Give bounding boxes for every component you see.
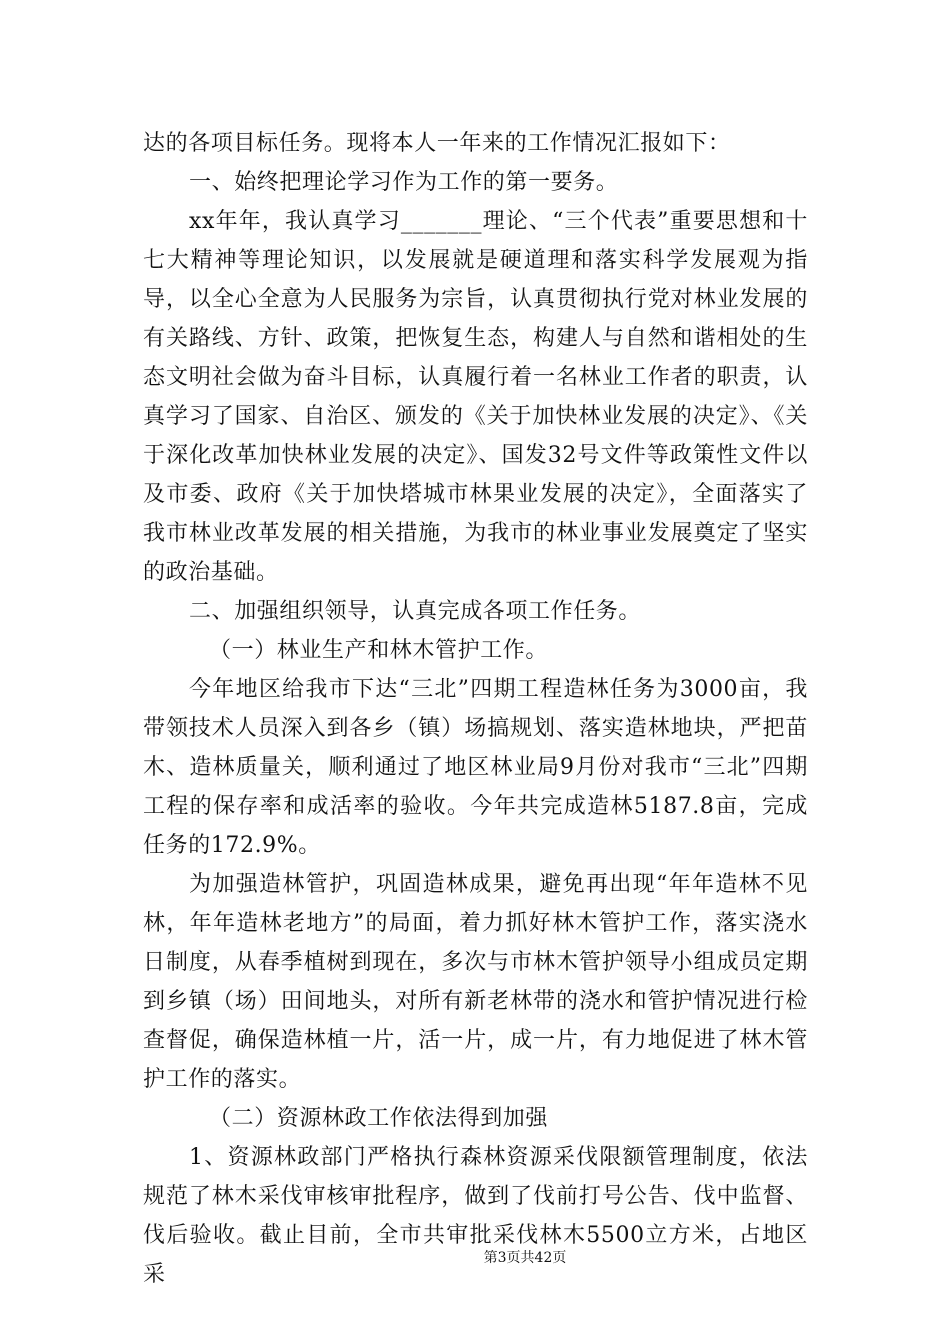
paragraph-continuation: 达的各项目标任务。现将本人一年来的工作情况汇报如下： [143,131,731,156]
paragraph-afforestation: 今年地区给我市下达“三北”四期工程造林任务为3000亩，我带领技术人员深入到各乡（镇）场搞规划、落实造林地块，严把苗木、造林质量关，顺利通过了地区林业局9月份对我市“三北”四期工程的保存率和成活率的验收。今年共完成造林5187.8亩，完成任务的172.9%。 [143,677,808,858]
subsection-heading-1: （一）林业生产和林木管护工作。 [209,638,549,663]
section-heading-2: 二、加强组织领导，认真完成各项工作任务。 [189,599,642,624]
subsection-heading-2: （二）资源林政工作依法得到加强 [209,1106,549,1131]
paragraph-resource-administration: 1、资源林政部门严格执行森林资源采伐限额管理制度，依法规范了林木采伐审核审批程序，做到了伐前打号公告、伐中监督、伐后验收。截止目前，全市共审批采伐林木5500立方米，占地区采 [143,1145,808,1287]
page-number-footer: 第3页共42页 [483,1250,567,1266]
section-heading-1: 一、始终把理论学习作为工作的第一要务。 [189,170,619,195]
paragraph-theory-study: xx年年，我认真学习_______理论、“三个代表”重要思想和十七大精神等理论知识，以发展就是硬道理和落实科学发展观为指导，以全心全意为人民服务为宗旨，认真贯彻执行党对林业发展的有关路线、方针、政策，把恢复生态，构建人与自然和谐相处的生态文明社会做为奋斗目标，认真履行着一名林业工作者的职责，认真学习了国家、自治区、颁发的《关于加快林业发展的决定》、《关于深化改革加快林业发展的决定》、国发32号文件等政策性文件以及市委、政府《关于加快塔城市林果业发展的决定》，全面落实了我市林业改革发展的相关措施，为我市的林业事业发展奠定了坚实的政治基础。 [143,209,808,585]
paragraph-forest-management: 为加强造林管护，巩固造林成果，避免再出现“年年造林不见林，年年造林老地方”的局面，着力抓好林木管护工作，落实浇水日制度，从春季植树到现在，多次与市林木管护领导小组成员定期到乡镇（场）田间地头，对所有新老林带的浇水和管护情况进行检查督促，确保造林植一片，活一片，成一片，有力地促进了林木管护工作的落实。 [143,872,808,1092]
document-body [143,124,808,1294]
